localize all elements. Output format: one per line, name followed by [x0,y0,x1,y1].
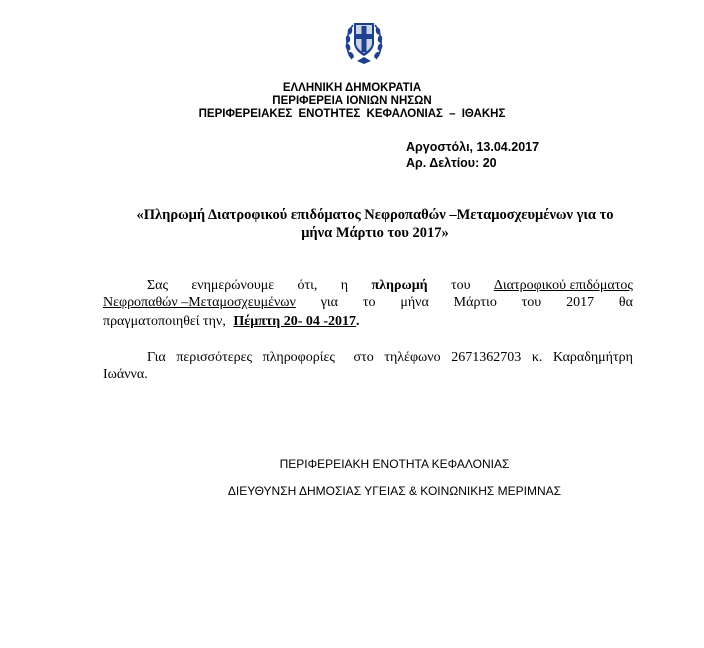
word: στο [353,350,374,365]
word: ενημερώνουμε [191,278,275,293]
allowance-name: Διατροφικού επιδόματος [493,278,633,293]
word-payment: πληρωμή [371,278,428,293]
word: το [362,295,376,310]
footer-directorate: ΔΙΕΥΘΥΝΣΗ ΔΗΜΟΣΙΑΣ ΥΓΕΙΑΣ & ΚΟΙΝΩΝΙΚΗΣ ΜΕΡΙΜΝΑΣ [227,484,562,498]
word: πληροφορίες [262,350,335,365]
bulletin-number: Αρ. Δελτίου: 20 [406,156,497,170]
word: η [340,278,349,293]
header-regional-units: ΠΕΡΙΦΕΡΕΙΑΚΕΣ ΕΝΟΤΗΤΕΣ ΚΕΦΑΛΟΝΙΑΣ – ΙΘΑΚΗΣ [198,108,506,120]
period: . [356,314,360,329]
payment-date: Πέμπτη 20- 04 -2017 [233,314,357,329]
word: μήνα [400,295,429,310]
word: ότι, [297,278,318,293]
word: Μάρτιο [453,295,497,310]
word: του [450,278,471,293]
contact-surname: Καραδημήτρη [552,350,633,365]
word: Σας [147,278,169,293]
word: πραγματοποιηθεί την, [103,314,226,329]
word: του [521,295,542,310]
word: για [320,295,338,310]
announcement-title-line-2: μήνα Μάρτιο του 2017» [301,225,449,241]
word: θα [618,295,633,310]
word: Για [147,350,166,365]
place-date: Αργοστόλι, 13.04.2017 [406,140,540,154]
paragraph-payment-line-2 [103,294,633,311]
word: τηλέφωνο [384,350,441,365]
word: 2017 [566,295,595,310]
paragraph-contact-line-1 [147,349,633,366]
word: περισσότερες [176,350,253,365]
beneficiary-group: Νεφροπαθών –Μεταμοσχευμένων [103,295,296,310]
word: κ. [531,350,543,365]
footer-regional-unit: ΠΕΡΙΦΕΡΕΙΑΚΗ ΕΝΟΤΗΤΑ ΚΕΦΑΛΟΝΙΑΣ [279,457,510,471]
paragraph-payment-line-1 [147,277,633,294]
header-region: ΠΕΡΙΦΕΡΕΙΑ ΙΟΝΙΩΝ ΝΗΣΩΝ [272,95,432,107]
announcement-title-line-1: «Πληρωμή Διατροφικού επιδόματος Νεφροπαθών –Μεταμοσχευμένων για το [136,207,614,223]
phone-number: 2671362703 [451,350,522,365]
header-country: ΕΛΛΗΝΙΚΗ ΔΗΜΟΚΡΑΤΙΑ [282,82,422,94]
contact-first-name: Ιωάννα. [103,367,148,382]
greek-coat-of-arms-emblem [343,17,385,67]
paragraph-payment-line-3 [103,313,633,330]
